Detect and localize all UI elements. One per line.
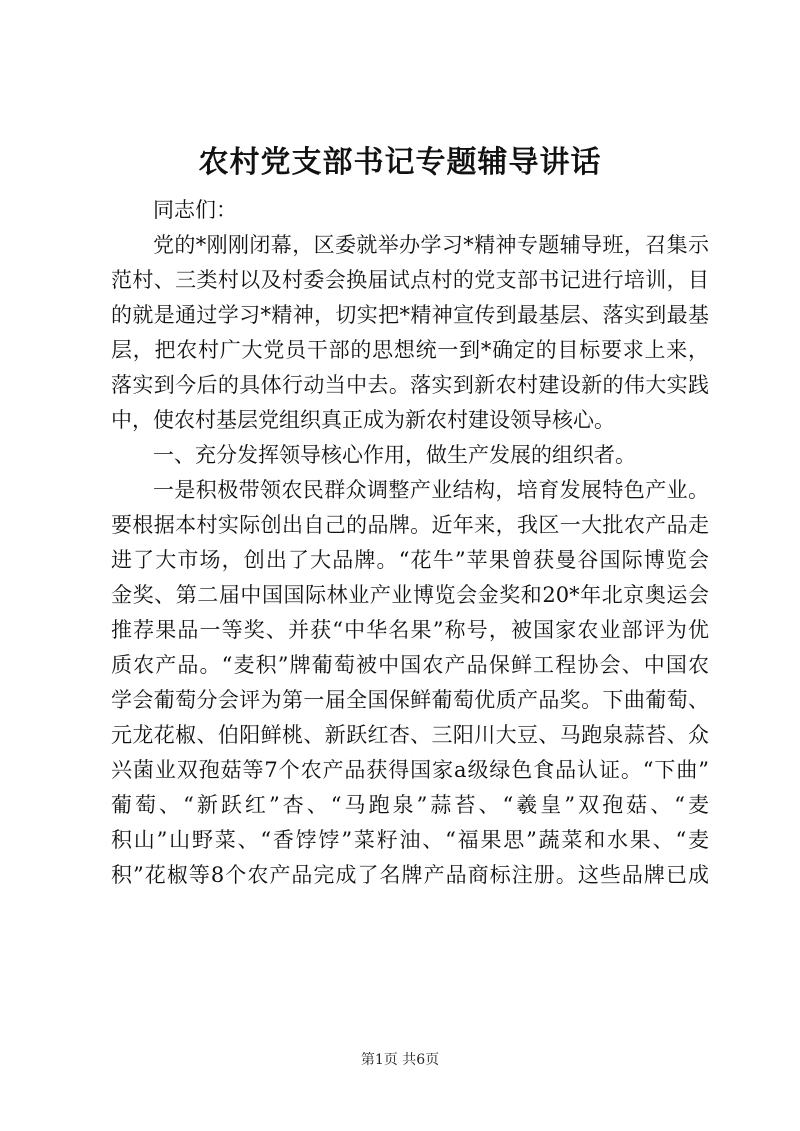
body-line: 党的*刚刚闭幕，区委就举办学习*精神专题辅导班，召集示 bbox=[153, 233, 709, 257]
salutation-line: 同志们： bbox=[153, 198, 237, 222]
body-line: 进了大市场，创出了大品牌。“花牛”苹果曾获曼谷国际博览会 bbox=[111, 548, 709, 572]
body-line: 学会葡萄分会评为第一届全国保鲜葡萄优质产品奖。下曲葡萄、 bbox=[111, 688, 709, 712]
body-line: 的就是通过学习*精神，切实把*精神宣传到最基层、落实到最基 bbox=[111, 303, 709, 327]
document-title: 农村党支部书记专题辅导讲话 bbox=[198, 145, 602, 180]
body-line: 落实到今后的具体行动当中去。落实到新农村建设新的伟大实践 bbox=[111, 373, 709, 397]
body-line: 层，把农村广大党员干部的思想统一到*确定的目标要求上来， bbox=[111, 338, 709, 362]
body-line: 积山”山野菜、“香饽饽”菜籽油、“福果思”蔬菜和水果、“麦 bbox=[111, 828, 709, 852]
body-line: 元龙花椒、伯阳鲜桃、新跃红杏、三阳川大豆、马跑泉蒜苔、众 bbox=[111, 723, 709, 747]
body-line: 葡萄、“新跃红”杏、“马跑泉”蒜苔、“羲皇”双孢菇、“麦 bbox=[111, 793, 709, 817]
body-line: 金奖、第二届中国国际林业产业博览会金奖和20*年北京奥运会 bbox=[111, 583, 709, 607]
body-line: 兴菌业双孢菇等7个农产品获得国家a级绿色食品认证。“下曲” bbox=[111, 758, 709, 782]
document-body bbox=[111, 193, 709, 893]
body-line: 积”花椒等8个农产品完成了名牌产品商标注册。这些品牌已成 bbox=[111, 863, 709, 887]
body-line: 一是积极带领农民群众调整产业结构，培育发展特色产业。 bbox=[153, 478, 709, 502]
body-line: 质农产品。“麦积”牌葡萄被中国农产品保鲜工程协会、中国农 bbox=[111, 653, 709, 677]
body-line: 要根据本村实际创出自己的品牌。近年来，我区一大批农产品走 bbox=[111, 513, 709, 537]
body-line: 中，使农村基层党组织真正成为新农村建设领导核心。 bbox=[111, 408, 615, 432]
body-line: 范村、三类村以及村委会换届试点村的党支部书记进行培训，目 bbox=[111, 268, 709, 292]
section-heading: 一、充分发挥领导核心作用，做生产发展的组织者。 bbox=[153, 443, 636, 467]
page-number-footer: 第1页 共6页 bbox=[360, 1052, 440, 1068]
body-line: 推荐果品一等奖、并获“中华名果”称号，被国家农业部评为优 bbox=[111, 618, 709, 642]
